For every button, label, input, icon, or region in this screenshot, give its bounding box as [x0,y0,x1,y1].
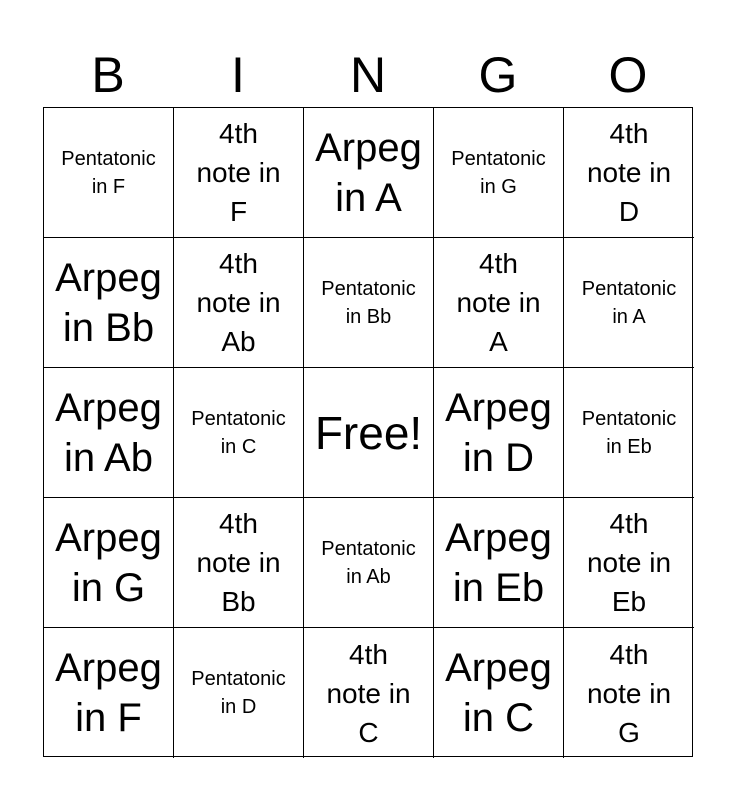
bingo-cell-text [315,123,422,223]
bingo-cell[interactable] [434,238,564,368]
bingo-cell-line: Pentatonic [321,537,416,560]
bingo-cell-line: F [229,196,248,227]
bingo-cell-line: 4th [479,248,518,279]
bingo-cell-line: in Bb [345,305,392,328]
bingo-cell-text [587,114,671,231]
bingo-cell-line: 4th [609,508,649,539]
bingo-cell-line: G [618,716,640,748]
bingo-cell[interactable] [44,108,174,238]
bingo-cell-line: note in [586,677,672,709]
bingo-cell[interactable] [44,238,174,368]
bingo-cell[interactable] [304,368,434,498]
bingo-cell-line: Arpeg [55,646,162,690]
bingo-cell-text [191,665,286,721]
bingo-board [43,107,693,757]
bingo-cell-line: Eb [611,586,647,617]
bingo-cell-text [445,383,552,483]
bingo-cell-text [587,635,671,752]
bingo-cell-line: in A [335,175,402,220]
bingo-cell-line: Arpeg [445,385,552,430]
bingo-cell-line: A [489,326,508,357]
bingo-cell-text [196,244,280,361]
bingo-cell-line: note in [326,677,411,709]
bingo-header [43,44,693,106]
bingo-cell[interactable] [304,238,434,368]
bingo-cell[interactable] [44,498,174,628]
bingo-cell-line: 4th [219,508,258,539]
bingo-cell[interactable] [564,368,694,498]
bingo-cell-line: Arpeg [445,646,552,690]
bingo-cell-line: C [358,716,379,748]
header-letter-n: N [349,47,387,103]
bingo-cell[interactable] [174,238,304,368]
bingo-cell-line: note in [196,287,281,318]
bingo-cell-line: Pentatonic [581,277,677,300]
bingo-cell-text [55,513,162,613]
bingo-cell-line: Pentatonic [581,407,677,430]
header-letter-g: G [478,47,518,103]
bingo-cell-line: note in [586,547,672,578]
bingo-cell-text [191,405,286,461]
bingo-cell-line: Pentatonic [61,147,156,170]
bingo-cell-line: Free! [314,406,423,459]
bingo-cell-text [445,513,552,613]
header-letter-i: I [231,47,245,103]
bingo-cell-text [196,114,280,231]
bingo-cell-text [326,635,410,752]
bingo-cell-line: Ab [221,326,256,357]
bingo-cell-text [55,643,162,743]
bingo-cell-line: in Eb [606,435,652,458]
bingo-cell-line: in F [75,696,142,740]
bingo-cell-line: 4th [219,118,258,149]
bingo-cell-line: 4th [219,248,258,279]
bingo-cell-line: Arpeg [315,125,422,170]
bingo-cell[interactable] [434,368,564,498]
bingo-cell-line: Pentatonic [321,277,416,300]
bingo-cell-line: in Bb [62,305,155,350]
bingo-cell[interactable] [304,628,434,758]
bingo-cell-text [445,643,552,743]
bingo-cell-text [321,535,416,591]
bingo-cell-line: Arpeg [55,515,162,560]
bingo-cell-line: in C [220,435,257,458]
bingo-cell-line: Bb [221,586,256,617]
bingo-cell[interactable] [174,498,304,628]
bingo-cell-text [587,504,671,621]
header-letter-b: B [91,47,125,103]
bingo-cell-line: in Ab [346,565,391,588]
bingo-cell-text [55,253,162,353]
bingo-cell[interactable] [564,108,694,238]
bingo-cell-line: 4th [349,638,388,670]
bingo-cell-line: Pentatonic [191,668,286,690]
bingo-cell[interactable] [174,108,304,238]
bingo-cell-line: in D [462,435,535,480]
bingo-cell-line: in D [220,696,257,718]
bingo-cell[interactable] [174,628,304,758]
bingo-cell-line: in Eb [452,565,545,610]
bingo-cell-line: Arpeg [445,515,552,560]
bingo-cell-text [582,405,677,461]
bingo-cell-line: note in [586,157,672,188]
bingo-cell-text [456,244,540,361]
bingo-cell-line: in A [612,305,646,328]
bingo-cell[interactable] [564,238,694,368]
bingo-cell-line: Pentatonic [191,407,286,430]
bingo-cell[interactable] [304,108,434,238]
bingo-cell[interactable] [44,368,174,498]
bingo-cell-line: note in [456,287,541,318]
bingo-cell[interactable] [564,498,694,628]
bingo-cell-line: in Ab [64,435,153,480]
bingo-cell-text [55,383,162,483]
header-letter-o: O [608,47,648,103]
bingo-cell-line: Arpeg [55,385,162,430]
bingo-cell-line: note in [196,547,281,578]
bingo-cell-line: in C [462,696,535,740]
bingo-cell-text [321,275,416,331]
bingo-cell[interactable] [434,498,564,628]
bingo-cell[interactable] [434,108,564,238]
bingo-cell-line: in F [91,175,126,198]
bingo-cell-text [582,275,677,331]
bingo-cell-line: Pentatonic [451,147,546,170]
bingo-cell[interactable] [564,628,694,758]
bingo-cell[interactable] [174,368,304,498]
bingo-cell-line: note in [196,157,281,188]
bingo-cell-text [196,504,280,621]
bingo-cell-line: 4th [609,118,649,149]
bingo-cell-line: D [618,196,640,227]
bingo-cell-line: in G [480,175,517,198]
bingo-cell[interactable] [434,628,564,758]
bingo-cell[interactable] [44,628,174,758]
bingo-cell-text [315,407,422,459]
bingo-cell-text [451,145,546,201]
bingo-cell-line: in G [71,565,146,610]
bingo-cell-line: 4th [609,638,649,670]
bingo-cell-line: Arpeg [55,255,162,300]
bingo-cell-text [61,145,156,201]
bingo-cell[interactable] [304,498,434,628]
